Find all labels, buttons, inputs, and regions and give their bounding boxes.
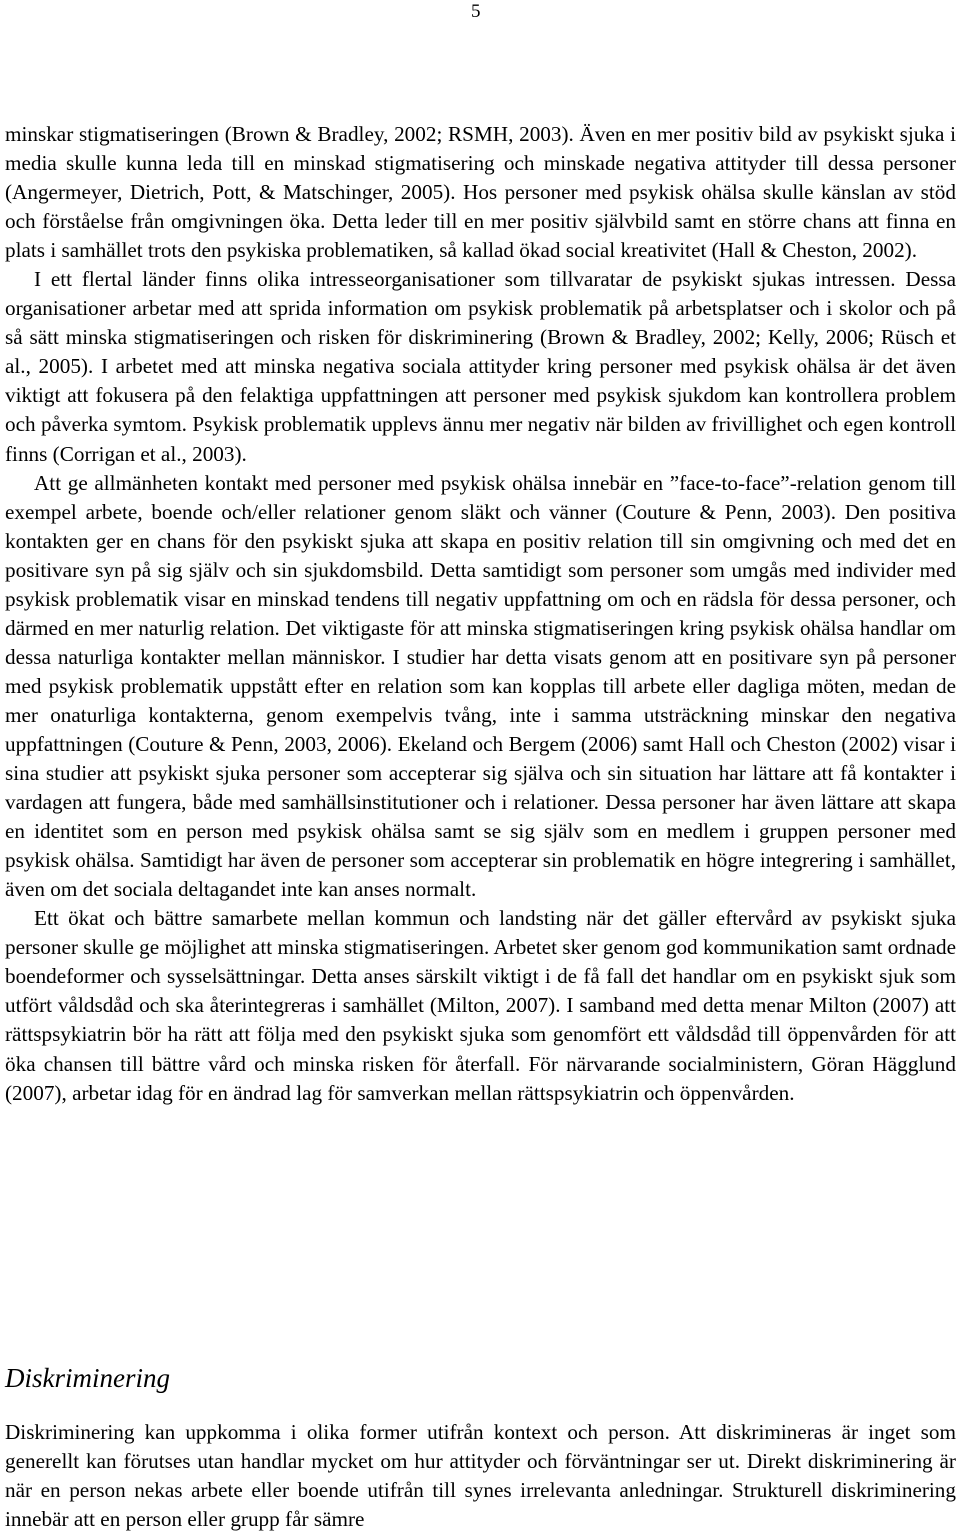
section-heading: Diskriminering	[5, 1363, 170, 1393]
paragraph: minskar stigmatiseringen (Brown & Bradley, 2002; RSMH, 2003). Även en mer positiv bild av psykiskt sjuka i media skulle kunna leda till en minskad stigmatisering och minskade negativa attityder till dessa personer (Angermeyer, Dietrich, Pott, & Matschinger, 2005). Hos personer med psykisk ohälsa skulle känslan av stöd och förståelse från omgivningen öka. Detta leder till en mer positiv självbild samt en större chans att finna en plats i samhället trots den psykiska problematiken, så kallad ökad social kreativitet (Hall & Cheston, 2002).	[5, 122, 956, 263]
paragraph: I ett flertal länder finns olika intresseorganisationer som tillvaratar de psykiskt sjukas intressen. Dessa organisationer arbetar med att sprida information om psykisk problematik på arbetsplatser och i skolor och på så sätt minska stigmatiseringen och risken för diskriminering (Brown & Bradley, 2002; Kelly, 2006; Rüsch et al., 2005). I arbetet med att minska negativa sociala attityder kring personer med psykisk ohälsa är det även viktigt att fokusera på den felaktiga uppfattningen att personer med psykisk sjukdom kan kontrollera problem och påverka symtom. Psykisk problematik upplevs ännu mer negativ när bilden av frivillighet och egen kontroll finns (Corrigan et al., 2003).	[5, 267, 956, 466]
paragraph: Ett ökat och bättre samarbete mellan kommun och landsting när det gäller eftervård av psykiskt sjuka personer skulle ge möjlighet att minska stigmatiseringen. Arbetet sker genom god kommunikation samt ordnade boendeformer och sysselsättningar. Detta anses särskilt viktigt i de få fall det handlar om en psykiskt sjuk som utfört våldsdåd och ska återintegreras i samhället (Milton, 2007). I samband med detta menar Milton (2007) att rättspsykiatrin bör ha rätt att följa med den psykiskt sjuka som genomfört ett våldsdåd till öppenvården för att öka chansen till bättre vård och minska risken för återfall. För närvarande socialministern, Göran Hägglund (2007), arbetar idag för en ändrad lag för samverkan mellan rättspsykiatrin och öppenvården.	[5, 906, 956, 1105]
page-number: 5	[471, 1, 481, 22]
body-text	[5, 120, 956, 1108]
paragraph: Att ge allmänheten kontakt med personer med psykisk ohälsa innebär en ”face-to-face”-relation genom till exempel arbete, boende och/eller relationer genom släkt och vänner (Couture & Penn, 2003). Den positiva kontakten ger en chans för den psykiskt sjuka att skapa en positiv relation till sin omgivning och med det en positivare syn på sig själv och sin sjukdomsbild. Detta samtidigt som personer som umgås med individer med psykisk problematik visar en minskad tendens till negativ uppfattning om och en rädsla för dessa personer, och därmed en mer naturlig relation. Det viktigaste för att minska stigmatiseringen kring psykisk ohälsa handlar om dessa naturliga kontakter mellan människor. I studier har detta visats genom att en positivare syn på personer med psykisk problematik uppstått efter en relation som kan kopplas till arbete eller dagliga möten, medan de mer onaturliga kontakterna, genom exempelvis tvång, inte i samma utsträckning minskar den negativa uppfattningen (Couture & Penn, 2003, 2006). Ekeland och Bergem (2006) samt Hall och Cheston (2002) visar i sina studier att psykiskt sjuka personer som accepterar sig själva och sin situation har lättare att få kontakter i vardagen att fungera, både med samhällsinstitutioner och i relationer. Dessa personer har även lättare att skapa en identitet som en person med psykisk ohälsa samt se sig själv som en medlem i gruppen personer med psykisk ohälsa. Samtidigt har även de personer som accepterar sin problematik en högre integrering i samhället, även om det sociala deltagandet inte kan anses normalt.	[5, 470, 956, 902]
section-paragraph: Diskriminering kan uppkomma i olika former utifrån kontext och person. Att diskrimineras är inget som generellt kan förutses utan handlar mycket om hur attityder och förväntningar ser ut. Direkt diskriminering är när en person nekas arbete eller boende utifrån till synes irrelevanta anledningar. Strukturell diskriminering innebär att en person eller grupp får sämre	[5, 1420, 956, 1532]
